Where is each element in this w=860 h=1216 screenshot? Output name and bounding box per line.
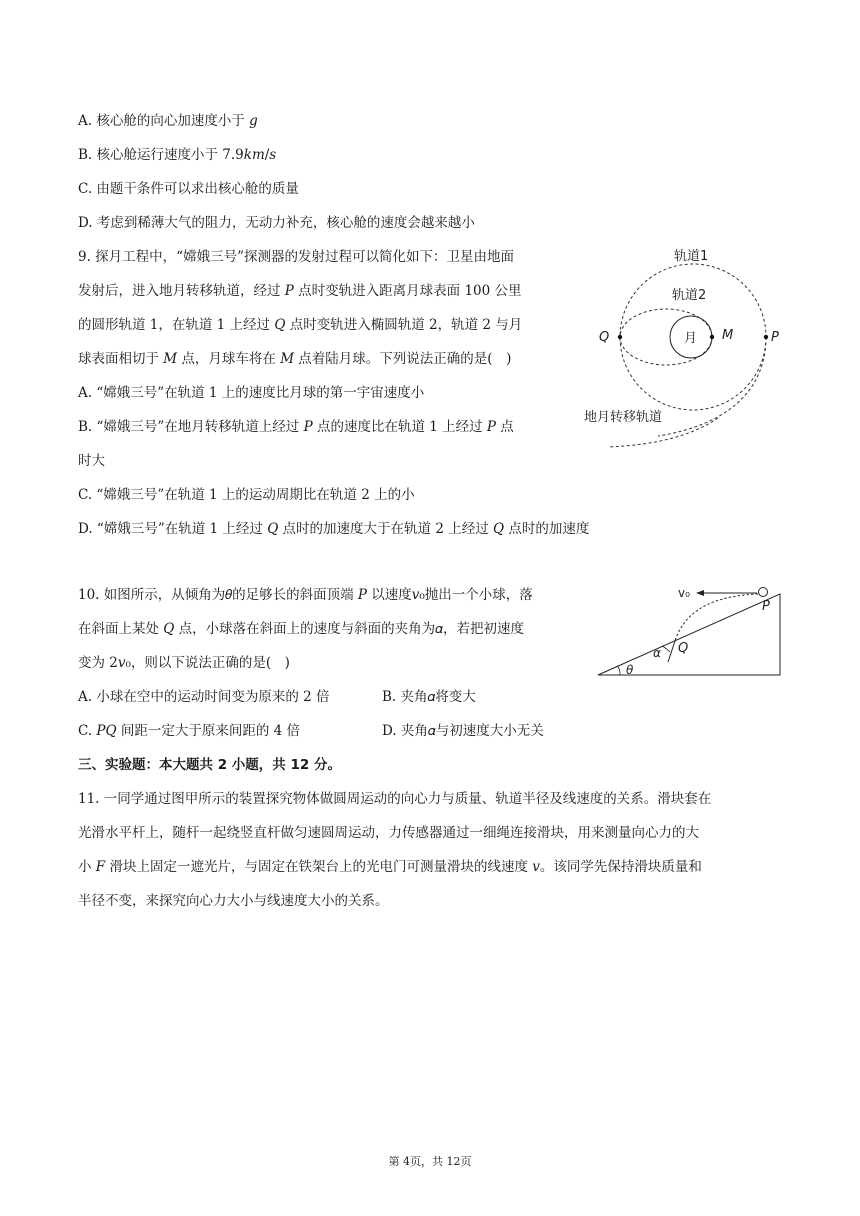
q11-line-2: 光滑水平杆上，随杆一起绕竖直杆做匀速圆周运动，力传感器通过一细绳连接滑块，用来测量向心力的大 <box>78 825 699 841</box>
orbit-1-label: 轨道1 <box>674 249 709 264</box>
q10-option-b: B. 夹角𝛼将变大 <box>382 689 476 705</box>
trajectory-path <box>676 594 758 638</box>
alpha-label: α <box>653 646 661 660</box>
point-q-label: Q <box>678 641 689 656</box>
q9-stem-line-1: 9. 探月工程中，“嫦娥三号”探测器的发射过程可以简化如下：卫星由地面 <box>78 249 514 265</box>
q10-option-c: C. 𝑃𝑄 间距一定大于原来间距的 4 倍 <box>78 723 301 739</box>
q8-option-d: D. 考虑到稀薄大气的阻力，无动力补充，核心舱的速度会越来越小 <box>78 215 475 231</box>
q10-option-d: D. 夹角𝛼与初速度大小无关 <box>382 723 544 739</box>
q9-option-d: D. “嫦娥三号”在轨道 1 上经过 𝑄 点时的加速度大于在轨道 2 上经过 𝑄 点时的加速度 <box>78 521 590 537</box>
orbit-2-label: 轨道2 <box>672 288 707 303</box>
q9-stem-line-3: 的圆形轨道 1，在轨道 1 上经过 𝑄 点时变轨进入椭圆轨道 2，轨道 2 与月 <box>78 317 523 333</box>
q10-incline-figure <box>590 582 790 682</box>
q8-option-a: A. 核心舱的向心加速度小于 𝑔 <box>78 113 258 129</box>
section-3-heading: 三、实验题：本大题共 2 小题，共 12 分。 <box>78 757 341 773</box>
q9-orbit-figure <box>578 240 800 450</box>
q10-stem-line-2: 在斜面上某处 𝑄 点，小球落在斜面上的速度与斜面的夹角为𝛼，若把初速度 <box>78 621 524 637</box>
q11-line-4: 半径不变，来探究向心力大小与线速度大小的关系。 <box>78 893 389 909</box>
moon-label: 月 <box>684 331 698 346</box>
q9-option-b: B. “嫦娥三号”在地月转移轨道上经过 𝑃 点的速度比在轨道 1 上经过 𝑃 点 <box>78 419 514 435</box>
transfer-orbit-path <box>658 337 766 436</box>
q9-stem-line-2: 发射后，进入地月转移轨道，经过 𝑃 点时变轨进入距离月球表面 100 公里 <box>78 283 522 299</box>
alpha-arc <box>662 646 670 652</box>
point-p-label: P <box>762 599 770 614</box>
point-q-dot <box>618 335 622 339</box>
point-p-dot <box>764 335 768 339</box>
theta-label: θ <box>626 663 634 677</box>
v0-label: v₀ <box>678 586 690 600</box>
q10-stem-line-3: 变为 2𝑣₀，则以下说法正确的是( ) <box>78 655 290 671</box>
q9-option-c: C. “嫦娥三号”在轨道 1 上的运动周期比在轨道 2 上的小 <box>78 487 415 503</box>
q8-option-b: B. 核心舱运行速度小于 7.9𝑘𝑚/𝑠 <box>78 147 277 163</box>
q8-option-c: C. 由题干条件可以求出核心舱的质量 <box>78 181 299 197</box>
v0-arrow-head <box>696 590 704 596</box>
q9-option-b-cont: 时大 <box>78 453 105 469</box>
theta-arc <box>617 666 620 675</box>
point-m-label: M <box>722 328 734 343</box>
q9-option-a: A. “嫦娥三号”在轨道 1 上的速度比月球的第一宇宙速度小 <box>78 385 425 401</box>
q10-stem-line-1: 10. 如图所示，从倾角为𝜃的足够长的斜面顶端 𝑃 以速度𝑣₀抛出一个小球，落 <box>78 587 533 603</box>
transfer-orbit-label: 地月转移轨道 <box>584 410 663 425</box>
point-q-label: Q <box>599 330 610 345</box>
page-footer: 第 4页，共 12页 <box>388 1155 472 1168</box>
point-p-label: P <box>771 330 779 345</box>
q11-line-1: 11. 一同学通过图甲所示的装置探究物体做圆周运动的向心力与质量、轨道半径及线速度的关系。滑块套在 <box>78 791 712 807</box>
q10-option-a: A. 小球在空中的运动时间变为原来的 2 倍 <box>78 689 330 705</box>
ball <box>759 588 768 597</box>
q11-line-3: 小 𝐹 滑块上固定一遮光片，与固定在铁架台上的光电门可测量滑块的线速度 𝑣。该同学先保持滑块质量和 <box>78 859 702 875</box>
q9-stem-line-4: 球表面相切于 𝑀 点，月球车将在 𝑀 点着陆月球。下列说法正确的是( ) <box>78 351 512 367</box>
point-m-dot <box>710 335 714 339</box>
